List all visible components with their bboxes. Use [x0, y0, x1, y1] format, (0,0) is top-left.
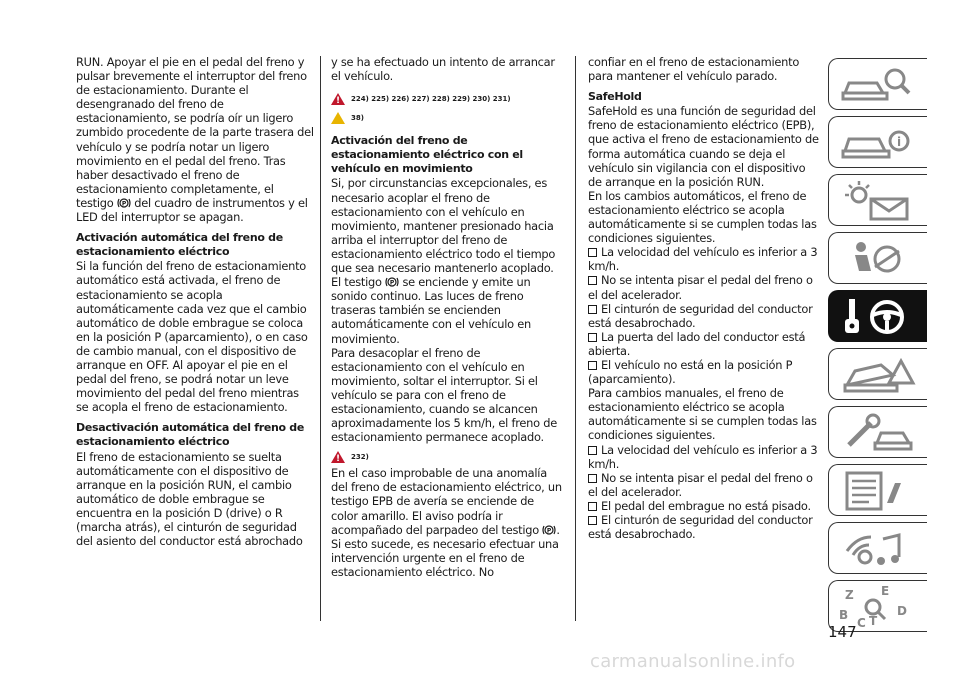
paragraph: y se ha efectuado un intento de arrancar el vehículo.: [331, 55, 555, 84]
index-letter: E: [881, 585, 890, 598]
index-letter: C: [857, 616, 866, 629]
paragraph: [76, 196, 314, 224]
index-letter: T: [869, 614, 878, 628]
list-item: La velocidad del vehículo es inferior a 3 km/h.: [588, 245, 818, 274]
caution-triangle-icon: [331, 112, 345, 124]
checkbox-bullet-icon: [588, 276, 597, 285]
list-item: El cinturón de seguridad del conductor está desabrochado.: [588, 513, 813, 542]
svg-text:i: i: [896, 135, 902, 149]
paragraph: El freno de estacionamiento se suelta automáticamente con el dispositivo de arranque en la posición RUN, el cambio automático de doble embrague se encuentra en la posición D (drive) o R (marcha atrás), el cinturón de seguridad del asiento del conductor está abrochado: [76, 449, 303, 549]
multimedia-icon: [837, 527, 917, 571]
tab-safety[interactable]: [828, 232, 927, 284]
reference-numbers: 232): [351, 452, 369, 461]
text: del cuadro de instrumentos y el LED del interruptor se apagan.: [76, 195, 308, 225]
checkbox-bullet-icon: [588, 502, 597, 511]
conditions-list-manual: [588, 443, 820, 542]
paragraph: [331, 466, 563, 579]
tab-emergency[interactable]: [828, 348, 927, 400]
checkbox-bullet-icon: [588, 516, 597, 525]
tab-maintenance[interactable]: [828, 406, 927, 458]
list-item: El pedal del embrague no está pisado.: [588, 499, 820, 513]
checkbox-bullet-icon: [588, 474, 597, 483]
column-divider: [320, 56, 321, 621]
tab-multimedia[interactable]: [828, 522, 927, 574]
column-right: [588, 55, 820, 541]
checkbox-bullet-icon: [588, 305, 597, 314]
warning-light-mail-icon: [837, 179, 917, 223]
text: Si, por circunstancias excepcionales, es necesario acoplar el freno de estacionamiento con el vehículo en movimiento, mantener presionado hacia arriba el interruptor del freno de estacionamiento eléctrico todo el tiempo que sea necesario mantenerlo acoplado. El testigo: [331, 176, 556, 290]
list-item: No se intenta pisar el pedal del freno o el del acelerador.: [588, 470, 813, 499]
warning-triangle-icon: [331, 451, 345, 463]
parking-brake-lamp-icon: [117, 197, 131, 209]
warning-references: [331, 447, 563, 466]
conditions-list-automatic: [588, 245, 820, 386]
paragraph: confiar en el freno de estacionamiento para mantener el vehículo parado.: [588, 55, 800, 84]
checkbox-bullet-icon: [588, 248, 597, 257]
watermark: carmanualsonline.info: [590, 651, 796, 672]
section-heading: Activación automática del freno de estacionamiento eléctrico: [76, 231, 283, 259]
section-heading: Activación del freno de estacionamiento eléctrico con el vehículo en movimiento: [331, 134, 523, 176]
checkbox-bullet-icon: [588, 446, 597, 455]
column-middle: [331, 55, 563, 579]
column-divider: [575, 56, 576, 621]
warning-references: [331, 89, 563, 108]
wrench-car-icon: [837, 411, 917, 455]
paragraph: SafeHold es una función de seguridad del freno de estacionamiento eléctrico (EPB), que activa el freno de estacionamiento de forma automática cuando se deja el vehículo sin vigilancia con el dispositivo de arranque en la posición RUN.: [588, 104, 819, 189]
reference-numbers: 224) 225) 226) 227) 228) 229) 230) 231): [351, 94, 511, 103]
section-heading: SafeHold: [588, 90, 642, 104]
parking-brake-lamp-icon: [542, 524, 556, 536]
svg-text:P: P: [390, 279, 395, 287]
airbag-seat-icon: [837, 237, 917, 281]
list-item: El cinturón de seguridad del conductor está desabrochado.: [588, 301, 813, 330]
tab-starting-driving[interactable]: [828, 290, 927, 342]
list-item: No se intenta pisar el pedal del freno o el del acelerador.: [588, 273, 813, 302]
index-letter: Z: [845, 588, 854, 602]
paragraph: [331, 176, 563, 345]
specs-list-icon: [837, 469, 917, 513]
tab-car-search[interactable]: [828, 58, 927, 110]
text: testigo: [76, 195, 114, 210]
paragraph: Si la función del freno de estacionamiento automático está activada, el freno de estacionamiento se acopla automáticamente cada vez que el cambio automático de doble embrague se coloca en la posición P (aparcamiento), o en caso de cambio manual, con el dispositivo de arranque en OFF. Al apoyar el pie en el pedal del freno, se podrá notar un leve movimiento del pedal del freno mientras se acopla el freno de estacionamiento.: [76, 259, 308, 415]
car-info-icon: [837, 121, 917, 165]
checkbox-bullet-icon: [588, 361, 597, 370]
paragraph: Para desacoplar el freno de estacionamiento con el vehículo en movimiento, soltar el interruptor. Si el vehículo se para con el freno de estacionamiento, cuando se alcancen aproximadamente los 5 km/h, el freno de estacionamiento permanece acoplado.: [331, 345, 557, 445]
svg-text:P: P: [121, 200, 126, 208]
tab-warning-lights[interactable]: [828, 174, 927, 226]
car-search-icon: [837, 63, 917, 107]
list-item: El vehículo no está en la posición P (aparcamiento).: [588, 357, 793, 387]
list-item: La puerta del lado del conductor está abierta.: [588, 329, 806, 358]
column-left: [76, 55, 314, 548]
key-steering-wheel-icon: [837, 295, 917, 339]
tab-technical-data[interactable]: [828, 464, 927, 516]
caution-references: [331, 108, 563, 127]
text: . Si esto sucede, es necesario efectuar una intervención urgente en el freno de estacionamiento eléctrico. No: [331, 522, 560, 579]
paragraph: En los cambios automáticos, el freno de estacionamiento eléctrico se acopla automáticamente si se cumplen todas las condiciones siguientes.: [588, 188, 817, 246]
text: En el caso improbable de una anomalía del freno de estacionamiento eléctrico, un testigo EPB de avería se enciende de color amarillo. El aviso podría ir acompañado del parpadeo del testigo: [331, 466, 562, 537]
section-heading: Desactivación automática del freno de estacionamiento eléctrico: [76, 421, 305, 449]
car-accident-icon: [837, 353, 917, 397]
list-item: La velocidad del vehículo es inferior a 3 km/h.: [588, 442, 818, 471]
paragraph: RUN. Apoyar el pie en el pedal del freno y pulsar brevemente el interruptor del freno de estacionamiento. Durante el desengranado del freno de estacionamiento, se podría oír un ligero zumbido procedente de la parte trasera del vehículo y se podría notar un ligero movimiento en el pedal del freno. Tras haber desactivado el freno de estacionamiento completamente, el: [76, 55, 314, 196]
checkbox-bullet-icon: [588, 333, 597, 342]
page-number: 147: [828, 623, 857, 641]
warning-triangle-icon: [331, 93, 345, 105]
parking-brake-lamp-icon: [385, 276, 399, 288]
text: se enciende y emite un sonido continuo. Las luces de freno traseras también se encienden automáticamente con el vehículo en movimiento.: [331, 275, 531, 346]
svg-text:P: P: [547, 526, 552, 534]
paragraph: Para cambios manuales, el freno de estacionamiento eléctrico se acopla automáticamente si se cumplen todas las condiciones siguientes.: [588, 386, 817, 443]
index-letter: D: [897, 604, 907, 618]
tab-car-info[interactable]: [828, 116, 927, 168]
reference-numbers: 38): [351, 113, 364, 122]
index-letter: B: [839, 608, 849, 622]
